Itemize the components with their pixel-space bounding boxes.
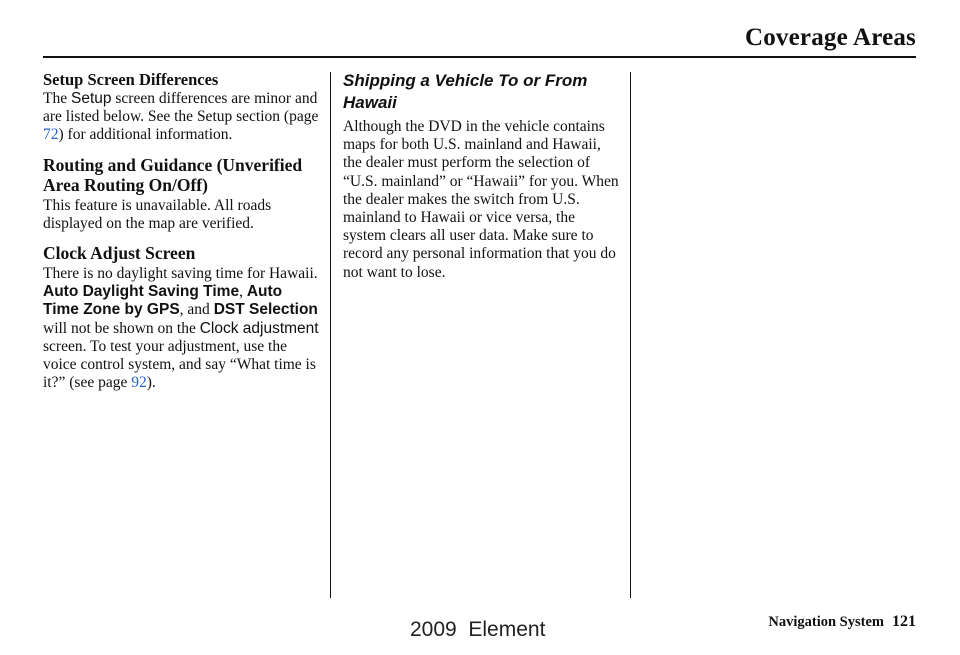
page-footer <box>768 613 916 631</box>
routing-guidance-text: This feature is unavailable. All roads displayed on the map are verified. <box>43 196 272 232</box>
page-link-72[interactable]: 72 <box>43 126 59 144</box>
header-rule <box>43 56 916 58</box>
setup-ui-label: Setup <box>70 90 112 107</box>
clock-adjust-section <box>43 243 321 392</box>
routing-guidance-section <box>43 155 321 233</box>
page-title: Coverage Areas <box>744 24 916 51</box>
shipping-text: Although the DVD in the vehicle contains maps for both U.S. mainland and Hawaii, the dealer must perform the selection of “U.S. mainland” or “Hawaii” for you. When the dealer makes the switch from U.S. mainland to Hawaii or vice versa, the system clears all user data. Make sure to record any personal information that you do not want to lose. <box>343 118 619 281</box>
text-span: , and <box>179 301 214 319</box>
text-span: There is no daylight saving time for Hawaii. <box>43 265 318 283</box>
auto-time-zone-label: Auto Time Zone by GPS <box>43 283 283 319</box>
page-number: 121 <box>892 613 916 630</box>
clock-adjust-text <box>43 265 321 392</box>
watermark: 2009 Element <box>410 618 546 641</box>
shipping-heading: Shipping a Vehicle To or From Hawaii <box>343 71 588 112</box>
setup-screen-text <box>43 90 321 145</box>
middle-column <box>343 70 621 282</box>
auto-dst-label: Auto Daylight Saving Time <box>43 283 240 301</box>
text-span: will not be shown on the <box>43 319 200 337</box>
page-link-92[interactable]: 92 <box>131 374 147 392</box>
text-span: ) for additional information. <box>58 126 233 144</box>
routing-guidance-heading: Routing and Guidance (Unverified Area Routing On/Off) <box>43 154 303 195</box>
text-span: , <box>239 283 247 301</box>
setup-screen-section <box>43 70 321 145</box>
text-span: screen differences are minor and are listed below. See the Setup section (page <box>43 90 319 126</box>
column-divider-left <box>330 72 331 598</box>
column-divider-right <box>630 72 631 598</box>
setup-screen-heading: Setup Screen Differences <box>43 70 219 89</box>
footer-label: Navigation System <box>768 614 884 630</box>
clock-adjustment-ui-label: Clock adjustment <box>199 319 319 337</box>
text-span: screen. To test your adjustment, use the voice control system, and say “What time is it?” (see page <box>43 337 316 392</box>
text-span: The <box>43 90 71 107</box>
dst-selection-label: DST Selection <box>213 301 318 319</box>
text-span: ). <box>146 374 156 392</box>
clock-adjust-heading: Clock Adjust Screen <box>43 243 196 264</box>
left-column <box>43 70 321 402</box>
